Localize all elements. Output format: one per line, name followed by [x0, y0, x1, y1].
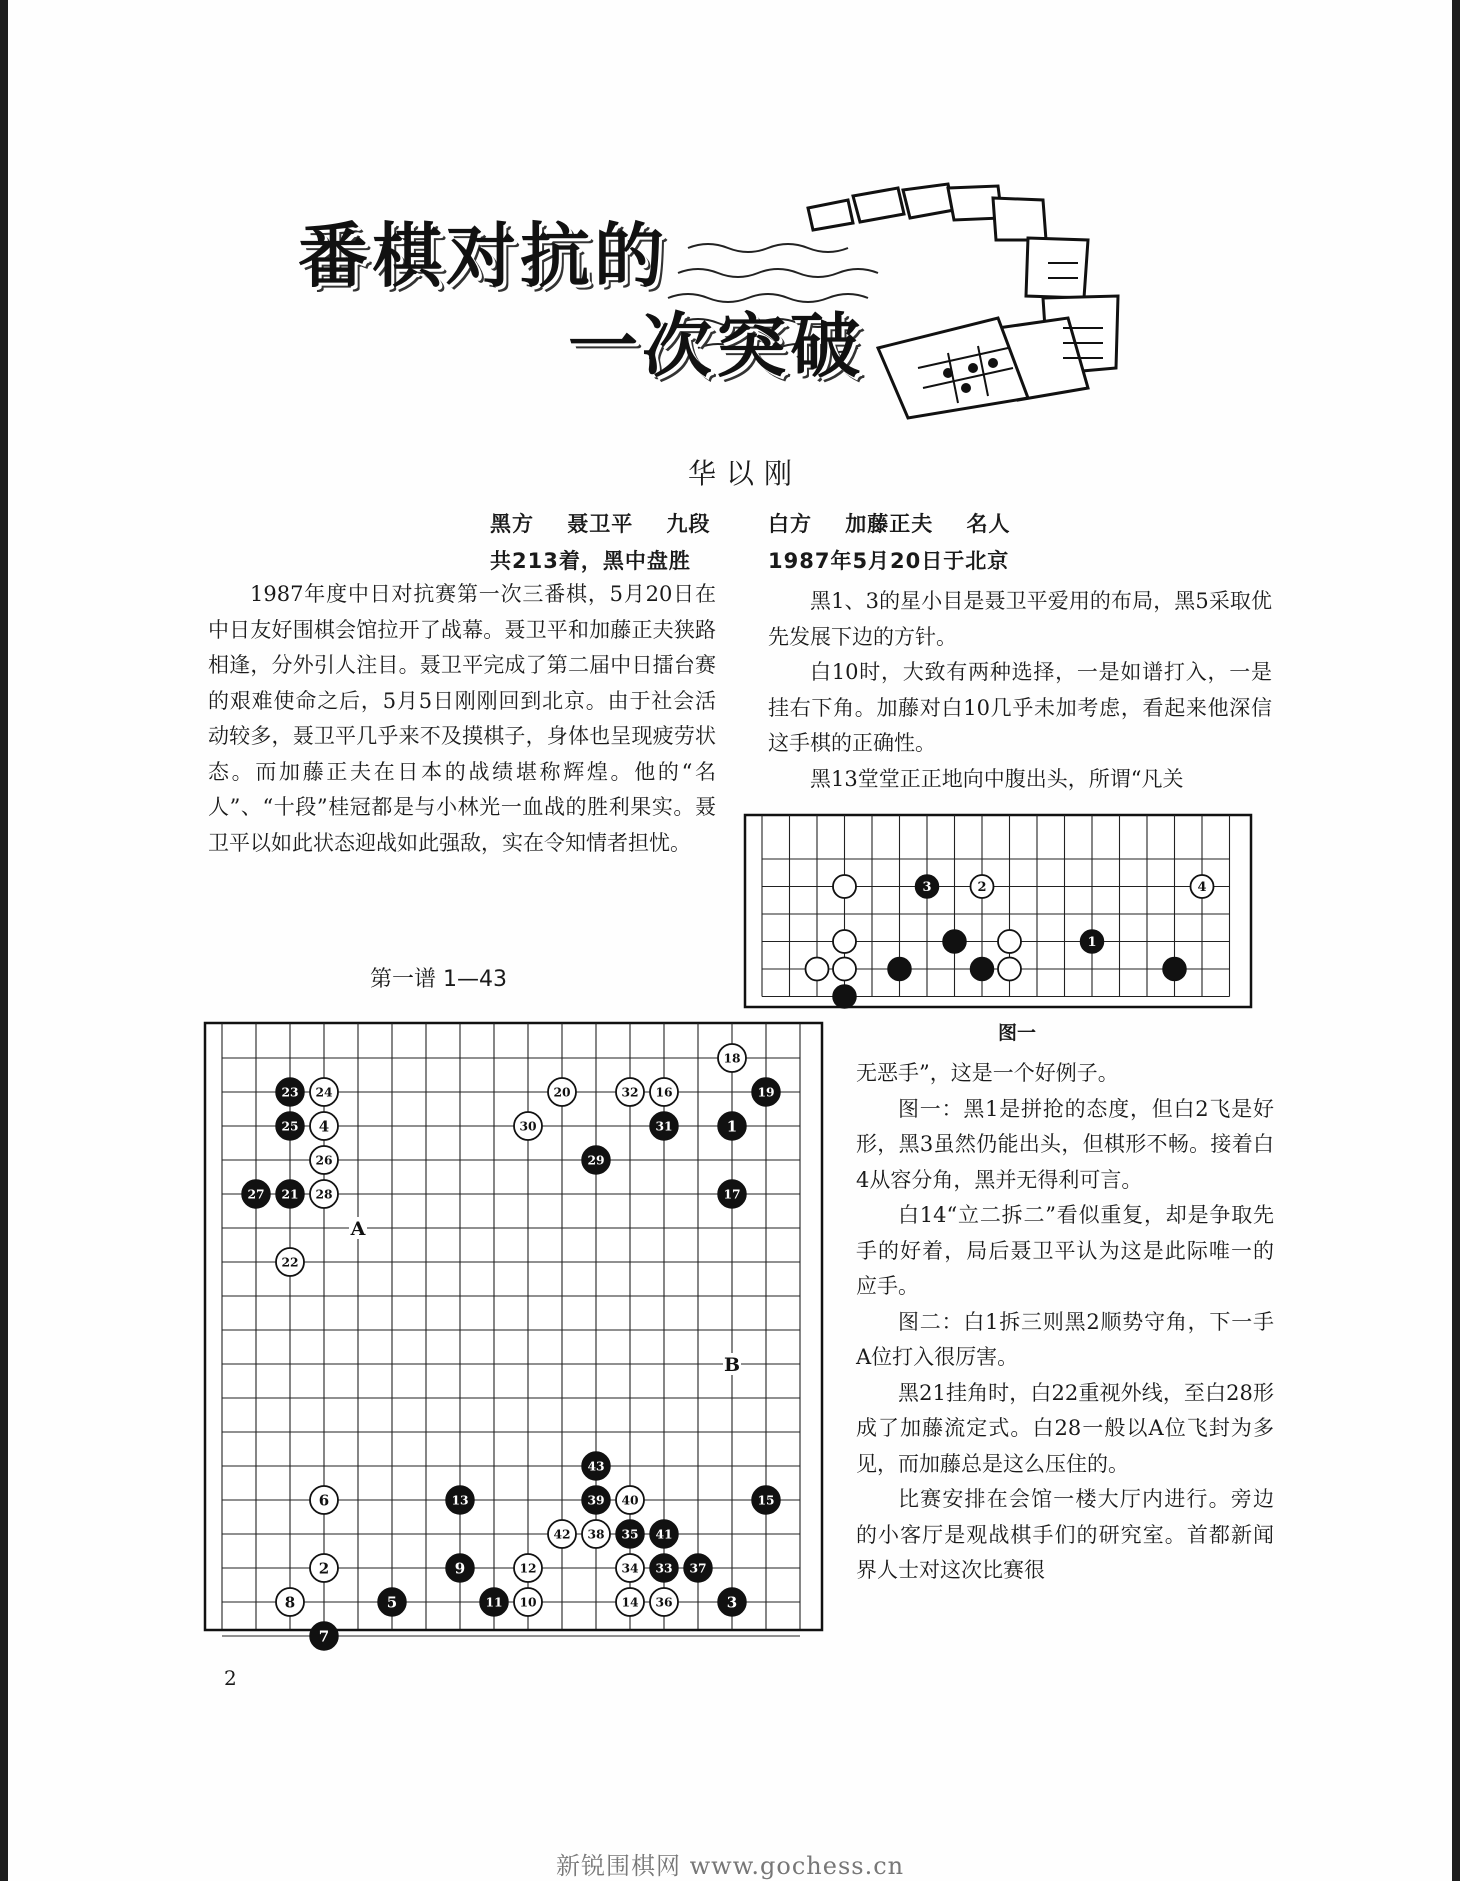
- black-stone-5: [378, 1588, 406, 1616]
- bottom-paragraph-3: 图二：白1拆三则黑2顺势守角，下一手A位打入很厉害。: [856, 1309, 1274, 1369]
- stone-disc: [833, 875, 856, 898]
- white-stone-16: [650, 1078, 678, 1106]
- mark-B: B: [723, 1354, 741, 1376]
- black-label: 黑方: [490, 512, 534, 536]
- white-stone-24: [310, 1078, 338, 1106]
- black-stone-29: [582, 1146, 610, 1174]
- page-number: 2: [224, 1666, 237, 1690]
- stone-number: 13: [451, 1492, 469, 1508]
- black-stone-7: [310, 1622, 338, 1650]
- stone-number: 16: [655, 1084, 673, 1100]
- black-stone-1: [718, 1112, 746, 1140]
- white-stone-32: [616, 1078, 644, 1106]
- white-stone-12: [514, 1554, 542, 1582]
- black-stone-25: [276, 1112, 304, 1140]
- watermark: 新锐围棋网 www.gochess.cn: [556, 1852, 905, 1880]
- diagram-one-caption: 图一: [998, 1022, 1037, 1044]
- black-stone-11: [480, 1588, 508, 1616]
- white-stone-40: [616, 1486, 644, 1514]
- continuation-line: 无恶手”，这是一个好例子。: [856, 1061, 1119, 1085]
- stone-number: 22: [281, 1254, 299, 1270]
- stone-number: 23: [281, 1084, 299, 1100]
- right-paragraph-3: 黑13堂堂正正地向中腹出头，所谓“凡关: [810, 766, 1184, 791]
- bottom-paragraph-5: 比赛安排在会馆一楼大厅内进行。旁边的小客厅是观战棋手们的研究室。首都新闻界人士对这次比赛很: [856, 1487, 1274, 1582]
- stone-number: 21: [281, 1186, 299, 1202]
- white-title: 名人: [966, 512, 1011, 536]
- black-player: 聂卫平: [567, 512, 634, 536]
- stone-number: 7: [318, 1627, 330, 1646]
- stone-number: 39: [587, 1492, 605, 1508]
- right-column-bottom-text: [856, 1056, 1274, 1589]
- black-stone-9: [446, 1554, 474, 1582]
- white-stone-42: [548, 1520, 576, 1548]
- stone-number: 6: [318, 1491, 330, 1510]
- black-stone-3: [916, 875, 939, 898]
- stone-disc: [833, 930, 856, 953]
- white-stone-36: [650, 1588, 678, 1616]
- black-stone-27: [242, 1180, 270, 1208]
- black-stone-23: [276, 1078, 304, 1106]
- stone-number: 5: [386, 1593, 398, 1612]
- stone-disc: [998, 930, 1021, 953]
- white-stone-10: [514, 1588, 542, 1616]
- stone-number: 42: [553, 1526, 571, 1542]
- game-date: 1987年5月20日于北京: [768, 549, 1010, 573]
- stone-number: 2: [318, 1559, 330, 1578]
- white-stone-30: [514, 1112, 542, 1140]
- stone-disc: [998, 958, 1021, 981]
- white-stone-8: [276, 1588, 304, 1616]
- white-stone-26: [310, 1146, 338, 1174]
- white-player-line: [768, 508, 1011, 538]
- black-stone-15: [752, 1486, 780, 1514]
- black-rank: 九段: [666, 512, 711, 536]
- black-stone-13: [446, 1486, 474, 1514]
- title-line-2: 一次突破: [568, 305, 864, 387]
- white-stone: [806, 958, 829, 981]
- stone-number: 27: [247, 1186, 265, 1202]
- stone-disc: [943, 930, 966, 953]
- black-stone-43: [582, 1452, 610, 1480]
- stone-number: 8: [284, 1593, 296, 1612]
- black-stone-35: [616, 1520, 644, 1548]
- author: 华以刚: [688, 457, 803, 490]
- move-count: 共213着，黑中盘胜: [490, 549, 691, 573]
- black-stone-19: [752, 1078, 780, 1106]
- stone-number: 4: [1197, 880, 1207, 896]
- black-player-line: [490, 508, 711, 538]
- black-stone-37: [684, 1554, 712, 1582]
- stone-number: 29: [587, 1152, 605, 1168]
- stone-number: 32: [621, 1084, 639, 1100]
- white-stone-14: [616, 1588, 644, 1616]
- white-stone-20: [548, 1078, 576, 1106]
- stone-number: 37: [689, 1560, 707, 1576]
- mark-A: A: [350, 1218, 366, 1240]
- white-stone-4: [310, 1112, 338, 1140]
- stone-number: 4: [318, 1117, 330, 1136]
- stone-number: 26: [315, 1152, 333, 1168]
- stone-number: 1: [1087, 935, 1097, 951]
- black-stone-1: [1081, 930, 1104, 953]
- stone-disc: [888, 958, 911, 981]
- stone-number: 35: [621, 1526, 639, 1542]
- stone-number: 14: [621, 1594, 639, 1610]
- stone-disc: [806, 958, 829, 981]
- white-stone-38: [582, 1520, 610, 1548]
- stone-number: 36: [655, 1594, 673, 1610]
- right-column-top-text: [768, 584, 1272, 797]
- white-stone-2: [971, 875, 994, 898]
- stone-number: 18: [723, 1050, 741, 1066]
- stone-number: 24: [315, 1084, 333, 1100]
- black-stone: [971, 958, 994, 981]
- stone-number: 15: [757, 1492, 775, 1508]
- white-stone: [833, 930, 856, 953]
- stone-disc: [971, 958, 994, 981]
- left-column-text: [208, 577, 716, 861]
- black-stone-31: [650, 1112, 678, 1140]
- black-stone-3: [718, 1588, 746, 1616]
- stone-number: 19: [757, 1084, 775, 1100]
- stone-number: 43: [587, 1458, 605, 1474]
- stone-number: 28: [315, 1186, 333, 1202]
- bottom-paragraph-4: 黑21挂角时，白22重视外线，至白28形成了加藤流定式。白28一般以A位飞封为多见，而加藤总是这么压住的。: [856, 1380, 1274, 1476]
- black-stone: [1163, 958, 1186, 981]
- stone-number: 1: [726, 1117, 738, 1136]
- white-stone: [998, 930, 1021, 953]
- stone-number: 3: [726, 1593, 738, 1612]
- stone-number: 2: [977, 880, 987, 896]
- stone-number: 17: [723, 1186, 741, 1202]
- black-stone: [943, 930, 966, 953]
- stone-number: 9: [454, 1559, 466, 1578]
- stone-number: 38: [587, 1526, 605, 1542]
- white-stone-6: [310, 1486, 338, 1514]
- stone-number: 30: [519, 1118, 537, 1134]
- stone-number: 31: [655, 1118, 673, 1134]
- stone-number: 34: [621, 1560, 639, 1576]
- black-stone-21: [276, 1180, 304, 1208]
- white-stone-18: [718, 1044, 746, 1072]
- stone-number: 3: [922, 880, 932, 896]
- black-stone-41: [650, 1520, 678, 1548]
- stone-number: 41: [655, 1526, 673, 1542]
- stone-number: 33: [655, 1560, 673, 1576]
- white-stone: [998, 958, 1021, 981]
- bottom-paragraph-1: 图一：黑1是拼抢的态度，但白2飞是好形，黑3虽然仍能出头，但棋形不畅。接着白4从容分角，黑并无得利可言。: [856, 1096, 1274, 1192]
- white-label: 白方: [768, 512, 812, 536]
- white-stone-4: [1191, 875, 1214, 898]
- black-stone-17: [718, 1180, 746, 1208]
- left-paragraph: 1987年度中日对抗赛第一次三番棋，5月20日在中日友好围棋会馆拉开了战幕。聂卫平和加藤正夫狭路相逢，分外引人注目。聂卫平完成了第二届中日擂台赛的艰难使命之后，5月5日刚刚回到北京。由于社会活动较多，聂卫平几乎来不及摸棋子，身体也呈现疲劳状态。而加藤正夫在日本的战绩堪称辉煌。他的“名人”、“十段”桂冠都是与小林光一血战的胜利果实。聂卫平以如此状态迎战如此强敌，实在令知情者担忧。: [208, 582, 716, 855]
- white-stone-22: [276, 1248, 304, 1276]
- stone-number: 25: [281, 1118, 299, 1134]
- right-paragraph-2: 白10时，大致有两种选择，一是如谱打入，一是挂右下角。加藤对白10几乎未加考虑，看起来他深信这手棋的正确性。: [768, 660, 1272, 755]
- right-paragraph-1: 黑1、3的星小目是聂卫平爱用的布局，黑5采取优先发展下边的方针。: [768, 589, 1272, 649]
- stone-disc: [833, 958, 856, 981]
- white-stone-28: [310, 1180, 338, 1208]
- black-stone: [888, 958, 911, 981]
- bottom-paragraph-2: 白14“立二拆二”看似重复，却是争取先手的好着，局后聂卫平认为这是此际唯一的应手。: [856, 1203, 1274, 1298]
- white-player: 加藤正夫: [845, 512, 934, 536]
- diagram-one-board: [744, 814, 1254, 1010]
- stone-number: 12: [519, 1560, 537, 1576]
- document-page: [8, 0, 1452, 1881]
- main-diagram-board: [204, 1022, 824, 1646]
- white-stone-34: [616, 1554, 644, 1582]
- stone-number: 10: [519, 1594, 537, 1610]
- black-stone: [833, 985, 856, 1008]
- stone-disc: [1163, 958, 1186, 981]
- stone-number: 20: [553, 1084, 571, 1100]
- stone-number: 40: [621, 1492, 639, 1508]
- stone-disc: [833, 985, 856, 1008]
- white-stone: [833, 958, 856, 981]
- white-stone: [833, 875, 856, 898]
- stone-number: 11: [485, 1594, 503, 1610]
- title-line-1: 番棋对抗的: [298, 215, 668, 297]
- black-stone-39: [582, 1486, 610, 1514]
- black-stone-33: [650, 1554, 678, 1582]
- white-stone-2: [310, 1554, 338, 1582]
- main-diagram-caption: 第一谱 1—43: [370, 967, 507, 992]
